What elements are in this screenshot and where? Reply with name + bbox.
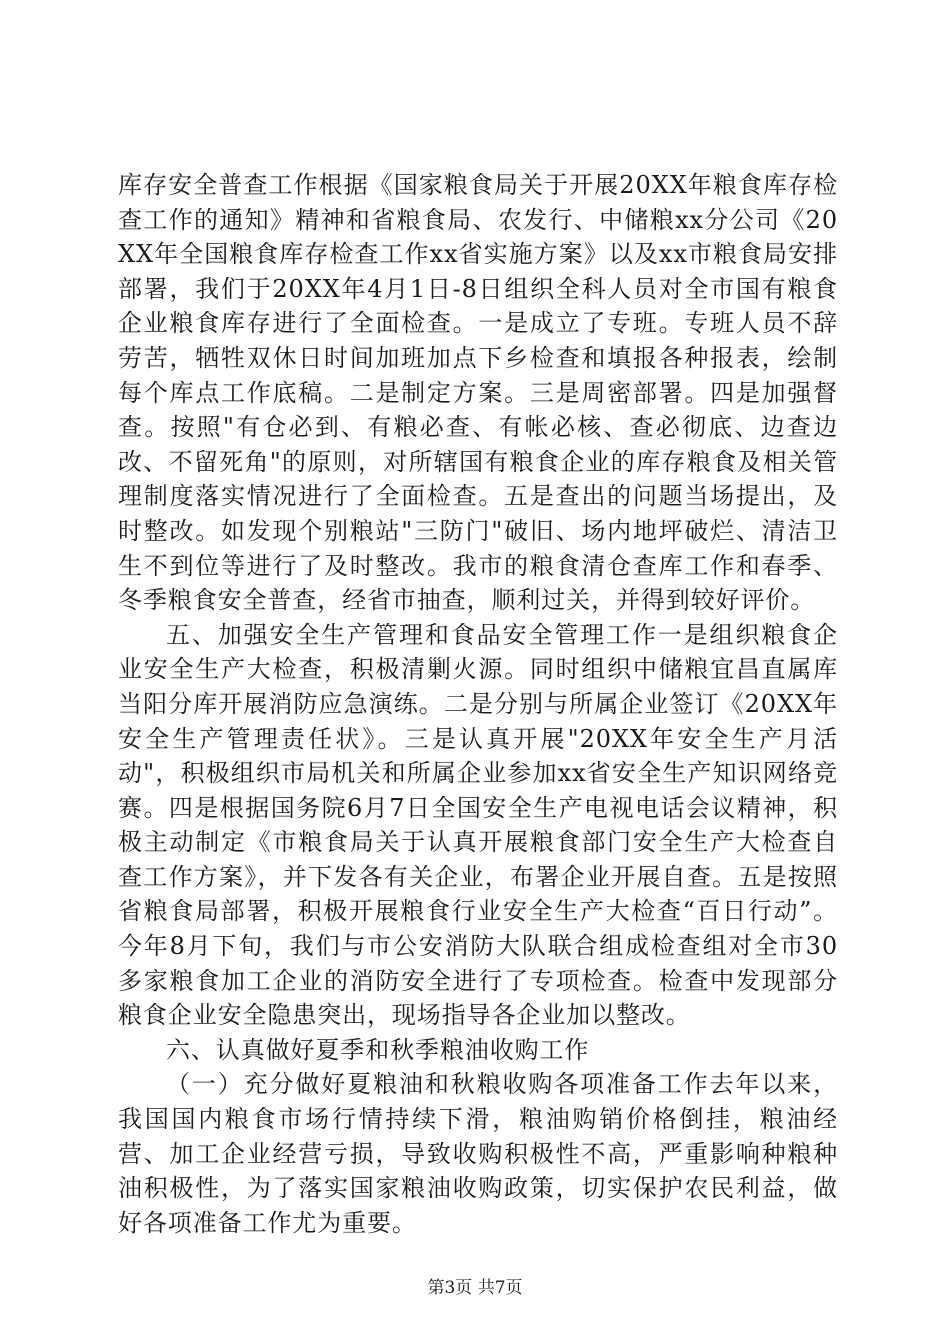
paragraph-safety-management: 五、加强安全生产管理和食品安全管理工作一是组织粮食企业安全生产大检查，积极清剿火源。同时组织中储粮宜昌直属库当阳分库开展消防应急演练。二是分别与所属企业签订《20XX年安全生产管理责任状》。三是认真开展"20XX年安全生产月活动"，积极组织市局机关和所属企业参加xx省安全生产知识网络竞赛。四是根据国务院6月7日全国安全生产电视电话会议精神，积极主动制定《市粮食局关于认真开展粮食部门安全生产大检查自查工作方案》，并下发各有关企业，布署企业开展自查。五是按照省粮食局部署，积极开展粮食行业安全生产大检查“百日行动”。今年8月下旬，我们与市公安消防大队联合组成检查组对全市30多家粮食加工企业的消防安全进行了专项检查。检查中发现部分粮食企业安全隐患突出，现场指导各企业加以整改。	[118, 620, 838, 1030]
page-number-footer: 第3页 共7页	[427, 1278, 523, 1298]
paragraph-inventory-check: 库存安全普查工作根据《国家粮食局关于开展20XX年粮食库存检查工作的通知》精神和省粮食局、农发行、中储粮xx分公司《20XX年全国粮食库存检查工作xx省实施方案》以及xx市粮食局安排部署，我们于20XX年4月1日-8日组织全科人员对全市国有粮食企业粮食库存进行了全面检查。一是成立了专班。专班人员不辞劳苦，牺牲双休日时间加班加点下乡检查和填报各种报表，绘制每个库点工作底稿。二是制定方案。三是周密部署。四是加强督查。按照"有仓必到、有粮必查、有帐必核、查必彻底、边查边改、不留死角"的原则，对所辖国有粮食企业的库存粮食及相关管理制度落实情况进行了全面检查。五是查出的问题当场提出，及时整改。如发现个别粮站"三防门"破旧、场内地坪破烂、清洁卫生不到位等进行了及时整改。我市的粮食清仓查库工作和春季、冬季粮食安全普查，经省市抽查，顺利过关，并得到较好评价。	[118, 171, 838, 615]
paragraph-purchase-preparation: （一）充分做好夏粮油和秋粮收购各项准备工作去年以来，我国国内粮食市场行情持续下滑，粮油购销价格倒挂，粮油经营、加工企业经营亏损，导致收购积极性不高，严重影响种粮种油积极性，为了落实国家粮油收购政策，切实保护农民利益，做好各项准备工作尤为重要。	[118, 1070, 838, 1237]
section-heading-grain-purchase: 六、认真做好夏季和秋季粮油收购工作	[166, 1035, 590, 1064]
document-body	[118, 168, 838, 1240]
